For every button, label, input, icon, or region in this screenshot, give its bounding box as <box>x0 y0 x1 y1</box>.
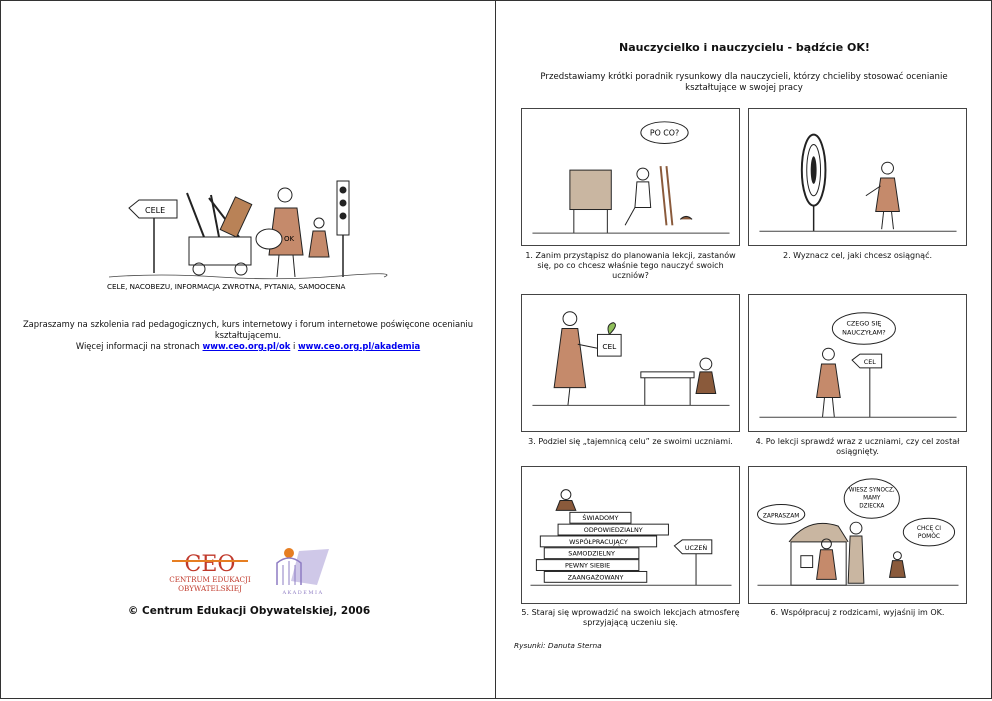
panel-5-word-3: WSPÓŁPRACUJĄCY <box>569 537 628 546</box>
panel-3 <box>521 294 740 432</box>
panel-5-word-6: ZAANGAŻOWANY <box>567 573 624 582</box>
cele-sign-text: CELE <box>145 206 166 215</box>
caption-3: 3. Podziel się „tajemnicą celu” ze swoimi uczniami. <box>528 437 733 446</box>
panel-5 <box>521 466 740 604</box>
caption-4: 4. Po lekcji sprawdź wraz z uczniami, czy cel został osiągnięty. <box>755 437 960 456</box>
caption-1: 1. Zanim przystąpisz do planowania lekcji, zastanów się, po co chcesz właśnie tego nauczyć swoich uczniów? <box>525 251 736 280</box>
panel-5-word-1: ŚWIADOMY <box>582 514 619 523</box>
panel-1 <box>521 108 740 246</box>
panel-4 <box>748 294 967 432</box>
panel-4-bubble-line-2: NAUCZYŁAM? <box>842 328 886 337</box>
ceo-ok-link[interactable]: www.ceo.org.pl/ok <box>202 341 291 351</box>
panel-6-bubble-right-1: CHCĘ CI <box>916 526 942 533</box>
ceo-akademia-link[interactable]: www.ceo.org.pl/akademia <box>297 341 421 351</box>
panel-4-bubble-line-1: CZEGO SIĘ <box>846 319 882 328</box>
akademia-logo <box>269 541 331 597</box>
invite-prefix: Więcej informacji na stronach <box>75 341 203 351</box>
invite-line-2 <box>9 341 487 352</box>
caption-6: 6. Współpracuj z rodzicami, wyjaśnij im OK. <box>770 608 945 617</box>
intro-text: Przedstawiamy krótki poradnik rysunkowy dla nauczycieli, którzy chcieliby stosować ocenianie kształtujące w swojej pracy <box>540 72 948 93</box>
ceo-logo-line-1: CENTRUM EDUKACJI <box>169 575 251 584</box>
panel-5-word-4: SAMODZIELNY <box>568 549 615 558</box>
caption-2: 2. Wyznacz cel, jaki chcesz osiągnąć. <box>782 251 933 260</box>
page-title: Nauczycielko i nauczycielu - bądźcie OK! <box>619 41 870 54</box>
panel-5-word-2: ODPOWIEDZIALNY <box>583 526 643 535</box>
invite-line-1: Zapraszamy na szkolenia rad pedagogicznych, kurs internetowy i forum internetowe poświęcone ocenianiu kształtującemu. <box>22 319 474 340</box>
panel-6-bubble-mid-2: MAMY <box>863 495 881 502</box>
panel-6-bubble-right-2: POMÓC <box>917 533 940 540</box>
panel-6-bubble-mid-1: WIESZ SYNOCZ, <box>848 487 895 494</box>
sketch-caption: CELE, NACOBEZU, INFORMACJA ZWROTNA, PYTANIA, SAMOOCENA <box>107 282 346 291</box>
copyright-notice: © Centrum Edukacji Obywatelskiej, 2006 <box>127 605 371 617</box>
panel-6-bubble-left: ZAPRASZAM <box>762 513 800 520</box>
panel-5-word-5: PEWNY SIEBIE <box>565 561 611 570</box>
tools-sketch-illustration <box>99 173 389 295</box>
panel-4-sign: CEL <box>863 357 876 366</box>
ceo-logo <box>164 547 256 595</box>
ok-bag-text: OK <box>284 235 295 243</box>
akademia-logo-text: AKADEMIA <box>282 590 324 596</box>
left-page <box>0 0 496 699</box>
drawings-credit: Rysunki: Danuta Sterna <box>514 641 602 650</box>
right-page <box>495 0 992 699</box>
panel-6 <box>748 466 967 604</box>
panel-6-bubble-mid-3: DZIECKA <box>859 503 885 510</box>
panel-2 <box>748 108 967 246</box>
panel-5-sign: UCZEŃ <box>684 543 708 552</box>
ceo-logo-letters: CEO <box>184 552 236 577</box>
caption-5: 5. Staraj się wprowadzić na swoich lekcjach atmosferę sprzyjającą uczeniu się. <box>521 608 740 627</box>
invite-and: i <box>290 341 298 351</box>
ceo-logo-line-2: OBYWATELSKIEJ <box>178 584 242 593</box>
training-invitation <box>9 319 487 352</box>
panel-3-box-label: CEL <box>602 342 617 352</box>
panel-1-bubble: PO CO? <box>649 128 680 138</box>
